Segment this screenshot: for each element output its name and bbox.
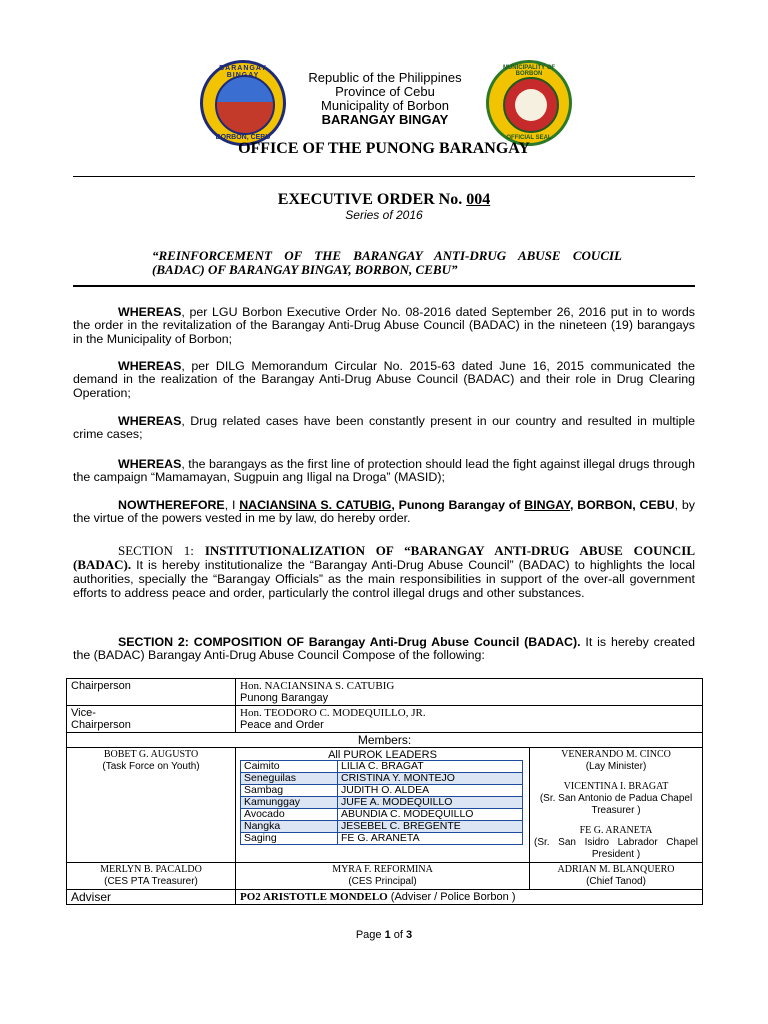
purok-header: All PUROK LEADERS (328, 749, 437, 761)
member-name: VENERANDO M. CINCO (561, 749, 671, 760)
seal-bottom-text: BORBON, CEBU (215, 134, 271, 141)
order-subject-line1: “REINFORCEMENT OF THE BARANGAY ANTI-DRUG ABUSE COUCIL (152, 248, 622, 263)
member-name: BOBET G. AUGUSTO (103, 749, 199, 760)
chair-label: Chairperson (67, 679, 236, 706)
member-role: (Lay Minister) (585, 761, 647, 772)
adviser-label: Adviser (67, 890, 236, 905)
header-province: Province of Cebu (335, 84, 435, 99)
seal-emblem (215, 75, 275, 135)
member-role: (CES Principal) (348, 876, 417, 887)
whereas-clause: WHEREAS, Drug related cases have been constantly present in our country and resulted in multiple crime cases; (73, 414, 695, 442)
table-row: Kamunggay JUFE A. MODEQUILLO (241, 797, 523, 809)
section-1: SECTION 1: INSTITUTIONALIZATION OF “BARANGAY ANTI-DRUG ABUSE COUNCIL (BADAC). It is hereby institutionalize the “Barangay Anti-Drug Abuse Council” (BADAC) to highlights the local authorities, specially the “Barangay Officials” as the main responsibilities in support of the over-all government efforts to address peace and order, particularly the control illegal drugs and other substances. (73, 543, 695, 600)
office-title: OFFICE OF THE PUNONG BARANGAY (238, 140, 530, 157)
header-barangay: BARANGAY BINGAY (321, 112, 449, 127)
adviser-name: PO2 ARISTOTLE MONDELO (240, 891, 388, 903)
nowtherefore-clause: NOWTHEREFORE, I NACIANSINA S. CATUBIG, Punong Barangay of BINGAY, BORBON, CEBU, by the virtue of the powers vested in me by law, do hereby order. (73, 498, 695, 526)
order-prefix: EXECUTIVE ORDER No. (277, 191, 463, 208)
barangay-seal-logo (200, 60, 286, 146)
member-name: FE G. ARANETA (579, 825, 653, 836)
table-row: Caimito LILIA C. BRAGAT (241, 761, 523, 773)
member-role: (CES PTA Treasurer) (104, 876, 198, 887)
table-row: Sambag JUDITH O. ALDEA (241, 785, 523, 797)
order-title (0, 191, 768, 209)
vice-title: Peace and Order (240, 719, 324, 731)
section-2: SECTION 2: COMPOSITION OF Barangay Anti-Drug Abuse Council (BADAC). It is hereby created the (BADAC) Barangay Anti-Drug Abuse Council Compose of the following: (73, 635, 695, 663)
section-1-heading: INSTITUTIONALIZATION OF “BARANGAY ANTI-DRUG ABUSE COUNCIL (BADAC). (73, 543, 695, 572)
table-row (67, 863, 703, 890)
table-row: Saging FE G. ARANETA (241, 833, 523, 845)
members-label: Members: (67, 733, 703, 748)
section-1-label: SECTION 1: (118, 543, 194, 558)
table-row: Nangka JESEBEL C. BREGENTE (241, 821, 523, 833)
member-name: ADRIAN M. BLANQUERO (557, 864, 675, 875)
header-municipality: Municipality of Borbon (321, 98, 449, 113)
chair-name: Hon. NACIANSINA S. CATUBIG (240, 680, 395, 692)
subject-divider (73, 285, 695, 287)
table-row (67, 706, 703, 733)
member-name: MERLYN B. PACALDO (100, 864, 202, 875)
member-role: (Sr. San Antonio de Padua Chapel Treasurer ) (539, 793, 693, 816)
seal-emblem (503, 77, 559, 133)
whereas-clause: WHEREAS, per LGU Borbon Executive Order No. 08-2016 dated September 26, 2016 put in to words the order in the revitalization of the Barangay Anti-Drug Abuse Council (BADAC) in the nineteen (19) barangays in the Municipality of Borbon; (73, 305, 695, 346)
adviser-role: (Adviser / Police Borbon ) (390, 891, 516, 903)
vice-name: Hon. TEODORO C. MODEQUILLO, JR. (240, 707, 426, 719)
chair-title: Punong Barangay (240, 692, 329, 704)
seal-top-text: BARANGAY BINGAY (219, 65, 267, 79)
member-role: (Task Force on Youth) (102, 761, 200, 772)
vice-label-1: Vice- (71, 707, 96, 719)
whereas-clause: WHEREAS, the barangays as the first line of protection should lead the fight against illegal drugs through the campaign “Mamamayan, Sugpuin ang Iligal na Droga” (MASID); (73, 457, 695, 485)
order-number: 004 (466, 191, 491, 208)
vice-label-2: Chairperson (71, 719, 131, 731)
table-row: Seneguilas CRISTINA Y. MONTEJO (241, 773, 523, 785)
member-role: (Sr. San Isidro Labrador Chapel President ) (534, 837, 698, 860)
header-divider (73, 176, 695, 177)
member-role: (Chief Tanod) (586, 876, 646, 887)
seal-bottom-text: OFFICIAL SEAL (506, 135, 552, 141)
order-series: Series of 2016 (345, 208, 423, 222)
municipality-seal-logo (486, 60, 572, 146)
purok-leaders-table (240, 760, 523, 845)
table-row (67, 890, 703, 905)
page-number: Page 1 of 3 (355, 929, 413, 941)
table-row: Avocado ABUNDIA C. MODEQUILLO (241, 809, 523, 821)
table-row (67, 679, 703, 706)
order-subject-line2: (BADAC) OF BARANGAY BINGAY, BORBON, CEBU” (152, 262, 458, 277)
seal-top-text: MUNICIPALITY OF BORBON (502, 65, 556, 77)
header-republic: Republic of the Philippines (308, 70, 462, 85)
member-name: VICENTINA I. BRAGAT (563, 781, 669, 792)
member-name: MYRA F. REFORMINA (332, 864, 433, 875)
order-subject (152, 249, 622, 277)
whereas-clause: WHEREAS, per DILG Memorandum Circular No. 2015-63 dated June 16, 2015 communicated the demand in the realization of the Barangay Anti-Drug Abuse Council (BADAC) and their role in Drug Clearing Operation; (73, 359, 695, 400)
section-2-heading: SECTION 2: COMPOSITION OF Barangay Anti-Drug Abuse Council (BADAC). (118, 635, 581, 649)
table-row (67, 733, 703, 748)
